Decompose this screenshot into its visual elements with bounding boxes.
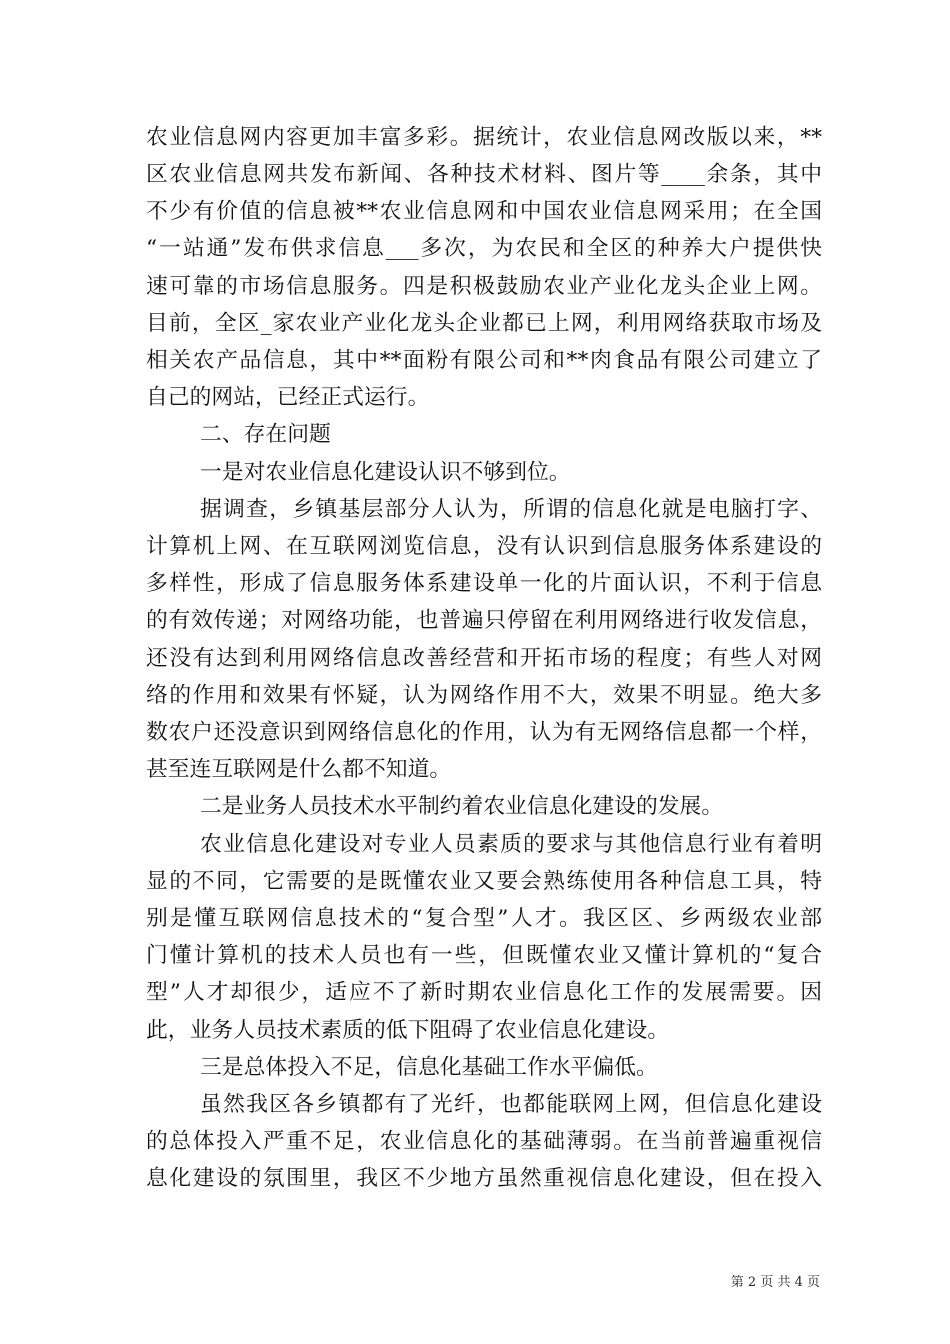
text-line: 相关农产品信息，其中**面粉有限公司和**肉食品有限公司建立了 — [146, 348, 822, 373]
text-line: 息化建设的氛围里，我区不少地方虽然重视信息化建设，但在投入 — [146, 1166, 822, 1191]
section-heading: 二、存在问题 — [200, 422, 331, 447]
text-line: 甚至连互联网是什么都不知道。 — [146, 757, 452, 782]
text-line: 的有效传递；对网络功能，也普遍只停留在利用网络进行收发信息， — [146, 608, 822, 633]
text-line: 别是懂互联网信息技术的“复合型”人才。我区区、乡两级农业部 — [146, 906, 822, 931]
text-line: 数农户还没意识到网络信息化的作用，认为有无网络信息都一个样， — [146, 720, 822, 745]
text-line: 农业信息网内容更加丰富多彩。据统计，农业信息网改版以来，** — [146, 125, 822, 150]
page-number: 第 2 页 共 4 页 — [730, 1275, 820, 1290]
text-line: 目前，全区_家农业产业化龙头企业都已上网，利用网络获取市场及 — [146, 311, 822, 336]
text-line: 区农业信息网共发布新闻、各种技术材料、图片等____余条，其中 — [146, 162, 822, 187]
text-line: “一站通”发布供求信息___多次，为农民和全区的种养大户提供快 — [146, 236, 822, 261]
text-line: 自己的网站，已经正式运行。 — [146, 385, 430, 410]
text-line: 农业信息化建设对专业人员素质的要求与其他信息行业有着明 — [200, 832, 822, 857]
text-line: 虽然我区各乡镇都有了光纤，也都能联网上网，但信息化建设 — [200, 1092, 822, 1117]
text-line: 多样性，形成了信息服务体系建设单一化的片面认识，不利于信息 — [146, 571, 822, 596]
text-line: 显的不同，它需要的是既懂农业又要会熟练使用各种信息工具，特 — [146, 869, 822, 894]
text-line: 还没有达到利用网络信息改善经营和开拓市场的程度；有些人对网 — [146, 646, 822, 671]
text-line: 速可靠的市场信息服务。四是积极鼓励农业产业化龙头企业上网。 — [146, 274, 822, 299]
text-line: 门懂计算机的技术人员也有一些，但既懂农业又懂计算机的“复合 — [146, 943, 822, 968]
text-line: 此，业务人员技术素质的低下阻碍了农业信息化建设。 — [146, 1018, 670, 1043]
subsection-heading: 三是总体投入不足，信息化基础工作水平偏低。 — [200, 1055, 658, 1080]
subsection-heading: 一是对农业信息化建设认识不够到位。 — [200, 460, 571, 485]
text-line: 络的作用和效果有怀疑，认为网络作用不大，效果不明显。绝大多 — [146, 683, 822, 708]
text-line: 的总体投入严重不足，农业信息化的基础薄弱。在当前普遍重视信 — [146, 1129, 822, 1154]
text-line: 型”人才却很少，适应不了新时期农业信息化工作的发展需要。因 — [146, 980, 822, 1005]
text-line: 不少有价值的信息被**农业信息网和中国农业信息网采用；在全国 — [146, 199, 822, 224]
text-line: 计算机上网、在互联网浏览信息，没有认识到信息服务体系建设的 — [146, 534, 822, 559]
text-line: 据调查，乡镇基层部分人认为，所谓的信息化就是电脑打字、 — [200, 497, 822, 522]
subsection-heading: 二是业务人员技术水平制约着农业信息化建设的发展。 — [200, 794, 724, 819]
